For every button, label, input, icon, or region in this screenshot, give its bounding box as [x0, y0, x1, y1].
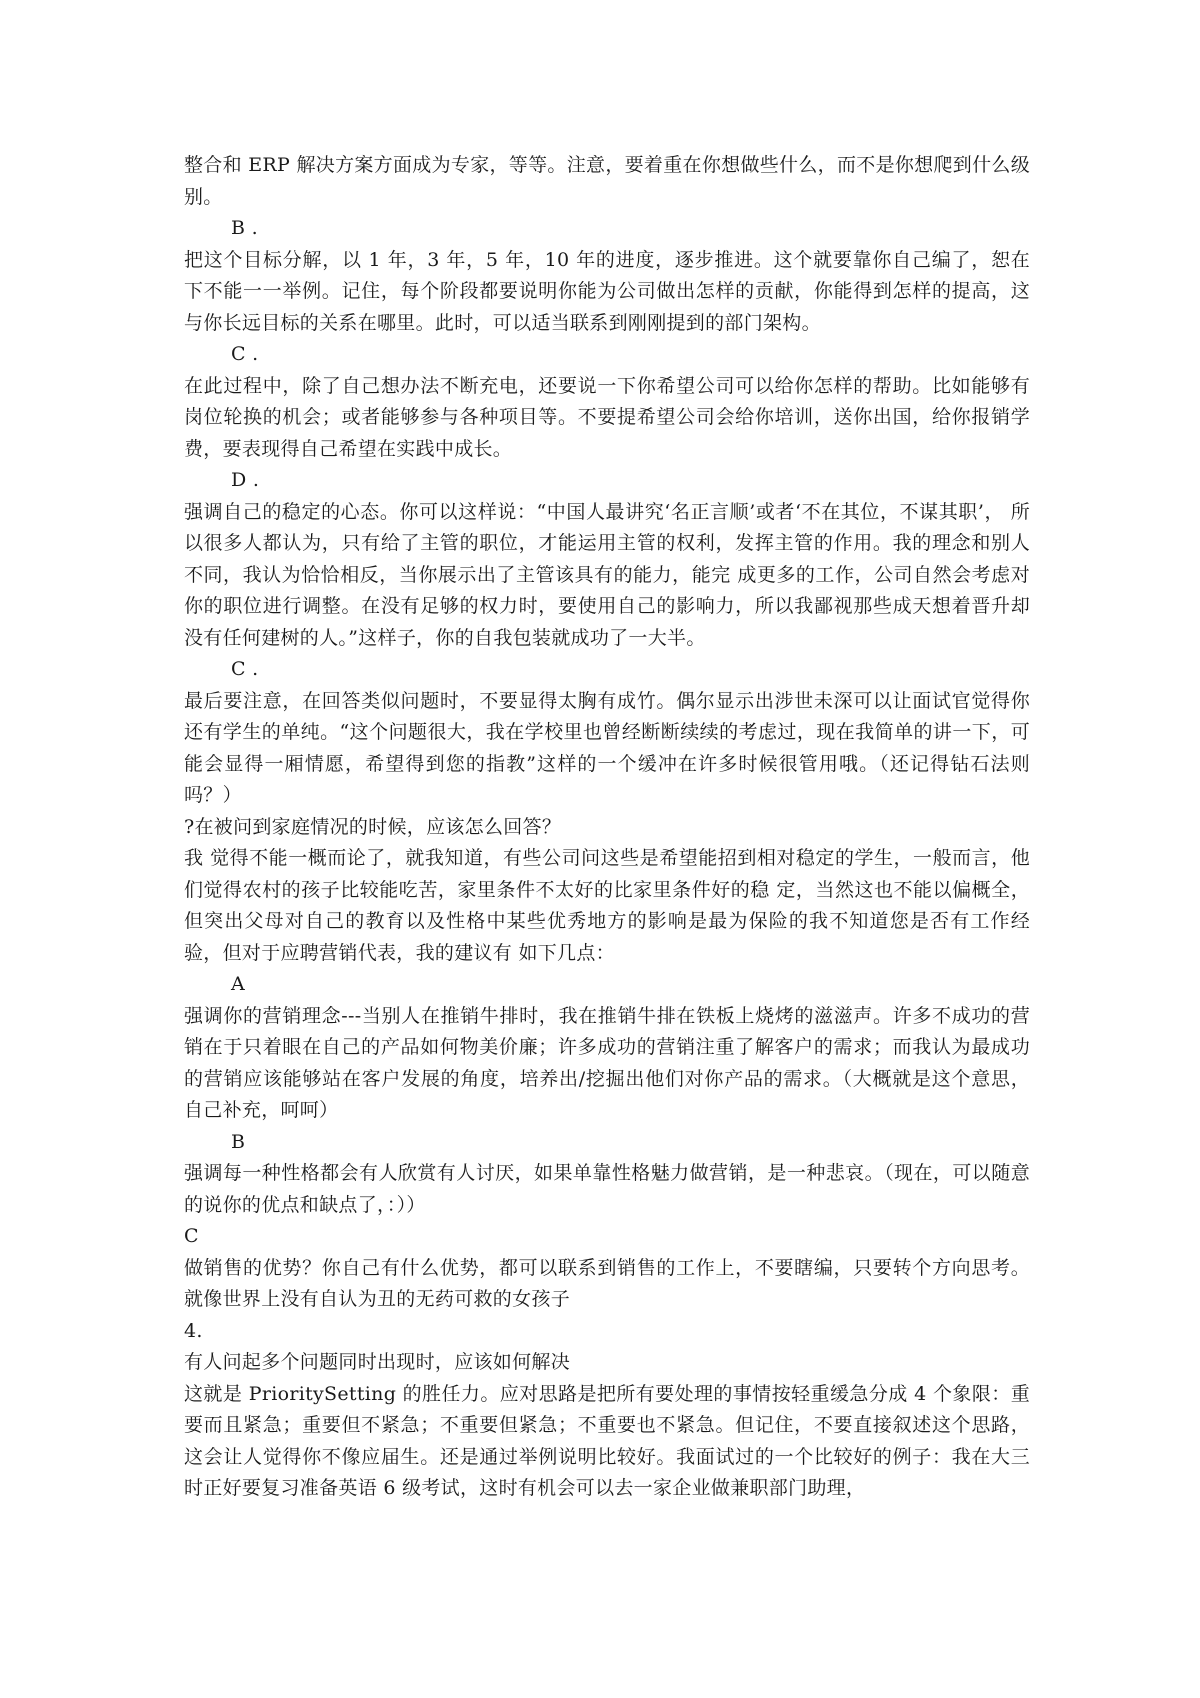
- paragraph-priority-setting: 这就是 PrioritySetting 的胜任力。应对思路是把所有要处理的事情按轻重缓急分成 4 个象限：重要而且紧急；重要但不紧急；不重要但紧急；不重要也不紧急。但记住，不要直接叙述这个思路，这会让人觉得你不像应届生。还是通过举例说明比较好。我面试过的一个比较好的例子：我在大三时正好要复习准备英语 6 级考试，这时有机会可以去一家企业做兼职部门助理，: [184, 1382, 1030, 1499]
- paragraph-erp-expert: 整合和 ERP 解决方案方面成为专家，等等。注意，要着重在你想做些什么，而不是你想爬到什么级别。: [184, 154, 1030, 208]
- document-body: [184, 150, 1030, 1505]
- paragraph-stable-mindset: 强调自己的稳定的心态。你可以这样说：“中国人最讲究‘名正言顺’或者‘不在其位，不谋其职’， 所以很多人都认为，只有给了主管的职位，才能运用主管的权利，发挥主管的作用。我的理念和别人不同，我认为恰恰相反，当你展示出了主管该具有的能力，能完 成更多的工作，公司自然会考虑对你的职位进行调整。在没有足够的权力时，要使用自己的影响力，所以我鄙视那些成天想着晋升却没有任何建树的人。”这样子，你的自我包装就成功了一大半。: [184, 500, 1030, 649]
- question-family-situation: ?在被问到家庭情况的时候，应该怎么回答？: [184, 815, 562, 838]
- paragraph-modesty: 最后要注意，在回答类似问题时，不要显得太胸有成竹。偶尔显示出涉世未深可以让面试官觉得你还有学生的单纯。“这个问题很大，我在学校里也曾经断断续续的考虑过，现在我简单的讲一下，可能会显得一厢情愿，希望得到您的指教”这样的一个缓冲在许多时候很管用哦。（还记得钻石法则吗？）: [184, 689, 1030, 806]
- section-label-c-third: C: [184, 1225, 199, 1247]
- section-label-d: D .: [231, 469, 260, 491]
- section-number-4: 4.: [184, 1319, 203, 1342]
- paragraph-sales-advantage: 做销售的优势？你自己有什么优势，都可以联系到销售的工作上，不要瞎编，只要转个方向思考。就像世界上没有自认为丑的无药可救的女孩子: [184, 1256, 1030, 1310]
- section-label-c: C .: [231, 343, 259, 365]
- paragraph-family-answer: 我 觉得不能一概而论了，就我知道，有些公司问这些是希望能招到相对稳定的学生，一般而言，他们觉得农村的孩子比较能吃苦，家里条件不太好的比家里条件好的稳 定，当然这也不能以偏概全，但突出父母对自己的教育以及性格中某些优秀地方的影响是最为保险的我不知道您是否有工作经验，但对于应聘营销代表，我的建议有 如下几点：: [184, 847, 1030, 964]
- section-label-a: A: [231, 973, 246, 995]
- paragraph-goal-breakdown: 把这个目标分解，以 1 年，3 年，5 年，10 年的进度，逐步推进。这个就要靠你自己编了，恕在下不能一一举例。记住，每个阶段都要说明你能为公司做出怎样的贡献，你能得到怎样的提高，这与你长远目标的关系在哪里。此时，可以适当联系到刚刚提到的部门架构。: [184, 248, 1030, 334]
- section-label-c-second: C .: [231, 658, 259, 680]
- section-label-b: B .: [231, 217, 258, 239]
- section-label-b-second: B: [231, 1130, 246, 1153]
- question-multiple-problems: 有人问起多个问题同时出现时，应该如何解决: [184, 1351, 571, 1373]
- paragraph-company-help: 在此过程中，除了自己想办法不断充电，还要说一下你希望公司可以给你怎样的帮助。比如能够有岗位轮换的机会；或者能够参与各种项目等。不要提希望公司会给你培训，送你出国，给你报销学费，要表现得自己希望在实践中成长。: [184, 374, 1030, 460]
- paragraph-marketing-concept: 强调你的营销理念---当别人在推销牛排时，我在推销牛排在铁板上烧烤的滋滋声。许多不成功的营销在于只着眼在自己的产品如何物美价廉；许多成功的营销注重了解客户的需求；而我认为最成功的营销应该能够站在客户发展的角度，培养出/挖掘出他们对你产品的需求。（大概就是这个意思，自己补充，呵呵）: [184, 1004, 1030, 1121]
- paragraph-personality: 强调每一种性格都会有人欣赏有人讨厌，如果单靠性格魅力做营销，是一种悲哀。（现在，可以随意的说你的优点和缺点了，：））: [184, 1162, 1030, 1216]
